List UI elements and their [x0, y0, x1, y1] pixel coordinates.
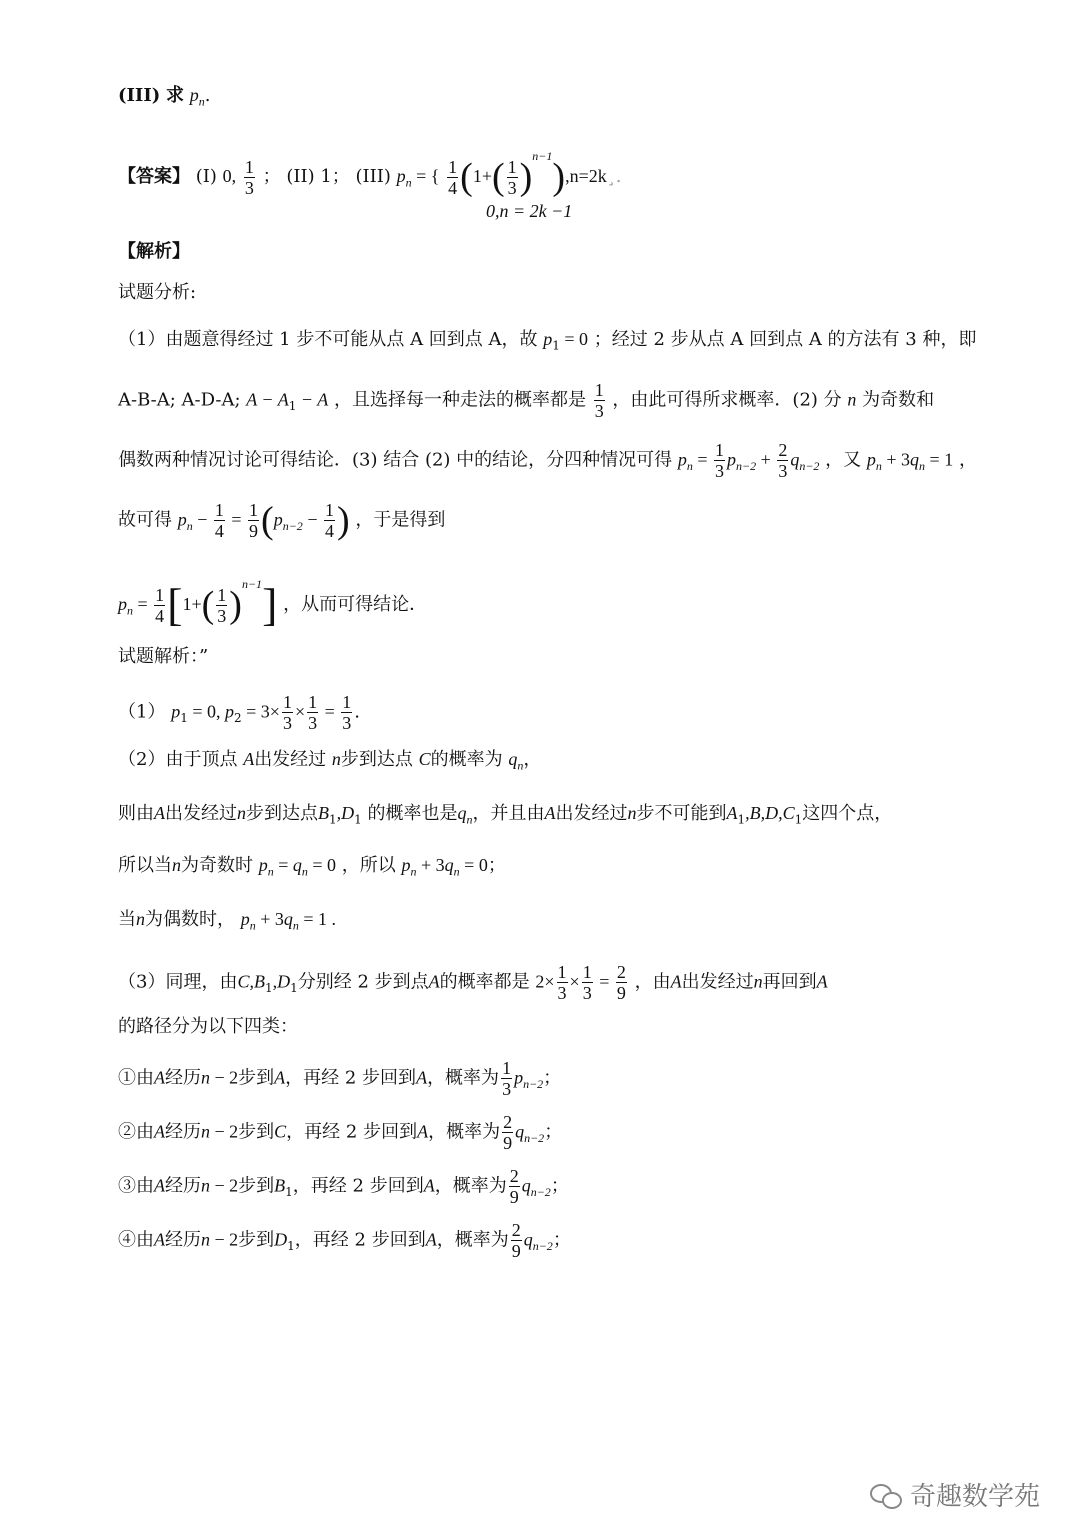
- answer-tag: 【答案】: [118, 166, 190, 187]
- analysis-line-5: $p_n$ = $\frac{1}{4}$ [1+( $\frac{1}{3}$ )$^{n-1}$] ，从而可得结论．: [118, 577, 428, 630]
- watermark: [870, 1476, 1040, 1513]
- case-3: ③由A经历n − 2步到$B_1$，再经 2 步回到A，概率为 $\frac{2}{9}$ $q_{n-2}$；: [118, 1166, 569, 1207]
- solution-title: 试题解析：”: [118, 646, 209, 667]
- solution-line-3: 则由A出发经过n步到达点$B_1,D_1$ 的概率也是$q_n$，并且由A出发经过n步不可能到$A_1,B,D,C_1$这四个点，: [118, 803, 893, 827]
- wechat-icon: [870, 1482, 902, 1508]
- answer-line: 【答案】 (I) 0, $\frac{1}{3}$ ； (II) 1； (III) $p_n$ = { $\frac{1}{4}$ (1+( $\frac{1}{3}$ )$^{n-1}$),n=2k¸.: [118, 149, 622, 198]
- solution-line-4: 所以当n为奇数时 $p_n = q_n = 0$ ，所以 $p_n + 3q_n = 0$；: [118, 855, 506, 879]
- analysis-line-2: A-B-A; A-D-A; $A - A_1 - A$ ，且选择每一种走法的概率都是 $\frac{1}{3}$ ，由此可得所求概率．(2) 分 n 为奇数和: [118, 380, 935, 421]
- solution-line-7: 的路径分为以下四类：: [118, 1016, 298, 1037]
- jiexi-tag: 【解析】: [118, 241, 190, 262]
- solution-line-6: （3）同理，由$C,B_1,D_1$分别经 2 步到点A的概率都是 2× $\frac{1}{3}$ × $\frac{1}{3}$ = $\frac{2}{9}$ ，由A出发经过n再回到A: [118, 962, 828, 1003]
- q3-label: (III): [118, 85, 161, 106]
- case-2: ②由A经历n − 2步到C，再经 2 步回到A，概率为 $\frac{2}{9}$ $q_{n-2}$；: [118, 1112, 563, 1153]
- watermark-text: 奇趣数学苑: [910, 1482, 1041, 1512]
- solution-line-2: （2）由于顶点 A出发经过 n步到达点 C的概率为 $q_n$，: [118, 749, 542, 773]
- solution-line-5: 当n为偶数时， $p_n + 3q_n = 1$ .: [118, 909, 337, 933]
- case-4: ④由A经历n − 2步到$D_1$，再经 2 步回到A，概率为 $\frac{2}{9}$ $q_{n-2}$；: [118, 1220, 571, 1261]
- analysis-line-4: 故可得 $p_n$ − $\frac{1}{4}$ = $\frac{1}{9}$ ($p_{n-2}$ − $\frac{1}{4}$ ) ，于是得到: [118, 499, 446, 542]
- question-3: (III) 求 $p_n$.: [118, 85, 211, 109]
- case-1: ①由A经历n − 2步到A，再经 2 步回到A，概率为 $\frac{1}{3}$ $p_{n-2}$；: [118, 1058, 562, 1099]
- answer-case2: 0,n = 2k −1: [486, 201, 573, 221]
- analysis-title: 试题分析:: [118, 282, 197, 303]
- analysis-line-1: （1）由题意得经过 1 步不可能从点 A 回到点 A，故 $p_1 = 0$ ；经过 2 步从点 A 回到点 A 的方法有 3 种，即: [118, 329, 977, 353]
- analysis-line-3: 偶数两种情况讨论可得结论．(3) 结合 (2) 中的结论，分四种情况可得 $p_n$ = $\frac{1}{3}$ $p_{n-2}$ + $\frac{2}{3}$ $q_{n-2}$ ，又 $p_n + 3q_n = 1$ ，: [118, 440, 977, 481]
- fraction: $\frac{1}{3}$: [244, 156, 254, 198]
- solution-line-1: （1） $p_1 = 0$, $p_2 = 3\times$ $\frac{1}{3}$ × $\frac{1}{3}$ = $\frac{1}{3}$ .: [118, 692, 360, 733]
